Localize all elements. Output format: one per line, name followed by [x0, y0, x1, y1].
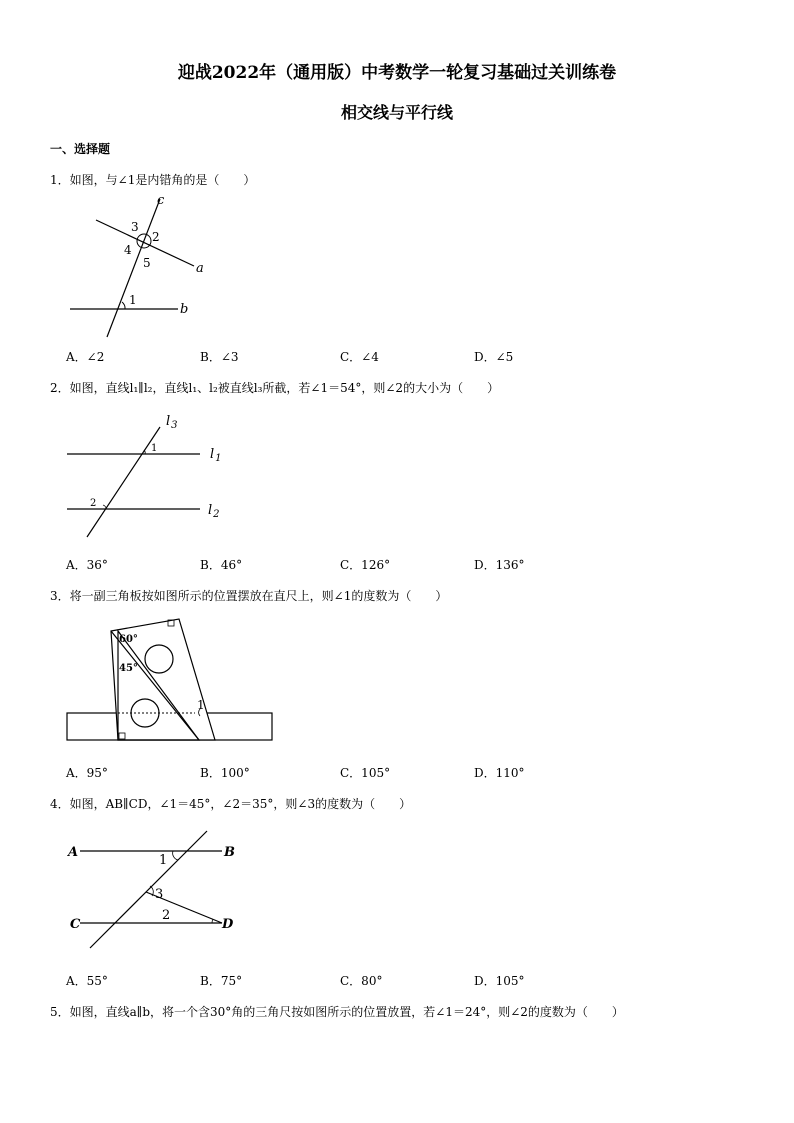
question-1-stem: 1．如图，与∠1是内错角的是（ ）: [50, 173, 256, 187]
label-B: B: [224, 845, 235, 860]
question-4-figure: [60, 822, 250, 957]
label-angle-1: 1: [151, 443, 158, 454]
q2-option-b[interactable]: B．46°: [200, 558, 243, 572]
question-3-figure: [60, 612, 280, 747]
q3-option-d[interactable]: D．110°: [474, 766, 525, 780]
question-4-stem: 4．如图，AB∥CD，∠1＝45°，∠2＝35°，则∠3的度数为（ ）: [50, 797, 412, 811]
question-1-figure: [60, 192, 230, 342]
q1-option-b[interactable]: B．∠3: [200, 350, 239, 364]
label-a: a: [196, 261, 204, 276]
label-c: c: [157, 193, 165, 208]
q1-option-c[interactable]: C．∠4: [340, 350, 379, 364]
label-D: D: [222, 917, 234, 932]
label-C: C: [70, 917, 81, 932]
label-angle-3: 3: [155, 887, 164, 902]
transversal: [90, 831, 207, 948]
angle-1-arc: [122, 302, 125, 309]
label-l3: $l_3$: [166, 414, 178, 431]
q4-option-a[interactable]: A．55°: [66, 974, 108, 988]
label-l1: $l_1$: [210, 447, 222, 464]
label-A: A: [68, 845, 79, 860]
label-angle-3: 3: [131, 220, 139, 234]
label-angle-2: 2: [162, 908, 171, 923]
page-subtitle: 相交线与平行线: [340, 103, 453, 122]
q3-option-a[interactable]: A．95°: [66, 766, 108, 780]
question-5-stem: 5．如图，直线a∥b，将一个含30°角的三角尺按如图所示的位置放置，若∠1＝24°，则∠2的度数为（ ）: [50, 1005, 624, 1019]
label-angle-2: 2: [90, 498, 97, 509]
label-b: b: [180, 302, 189, 317]
label-angle-4: 4: [124, 243, 132, 257]
label-l2: $l_2$: [208, 503, 220, 520]
q1-option-a[interactable]: A．∠2: [66, 350, 105, 364]
question-2-stem: 2．如图，直线l₁∥l₂，直线l₁、l₂被直线l₃所截，若∠1＝54°，则∠2的大小为（ ）: [50, 381, 500, 395]
angle-1-arc: [173, 851, 178, 860]
q4-option-c[interactable]: C．80°: [340, 974, 383, 988]
label-angle-5: 5: [143, 256, 151, 270]
q2-option-c[interactable]: C．126°: [340, 558, 391, 572]
label-45-degree: 45°: [119, 663, 138, 674]
page-title: 迎战2022年（通用版）中考数学一轮复习基础过关训练卷: [177, 63, 617, 83]
label-angle-1: 1: [129, 293, 137, 307]
question-3-stem: 3．将一副三角板按如图所示的位置摆放在直尺上，则∠1的度数为（ ）: [50, 589, 448, 603]
line-l3: [87, 427, 160, 537]
q3-option-c[interactable]: C．105°: [340, 766, 391, 780]
question-2-figure: [60, 405, 240, 545]
label-angle-1: 1: [197, 698, 205, 712]
label-60-degree: 60°: [119, 634, 138, 645]
label-angle-2: 2: [152, 230, 160, 244]
q3-option-b[interactable]: B．100°: [200, 766, 250, 780]
q1-option-d[interactable]: D．∠5: [474, 350, 514, 364]
q4-option-d[interactable]: D．105°: [474, 974, 525, 988]
q2-option-d[interactable]: D．136°: [474, 558, 525, 572]
section-heading: 一、选择题: [50, 142, 111, 156]
q2-option-a[interactable]: A．36°: [66, 558, 108, 572]
label-angle-1: 1: [159, 853, 168, 868]
q4-option-b[interactable]: B．75°: [200, 974, 243, 988]
